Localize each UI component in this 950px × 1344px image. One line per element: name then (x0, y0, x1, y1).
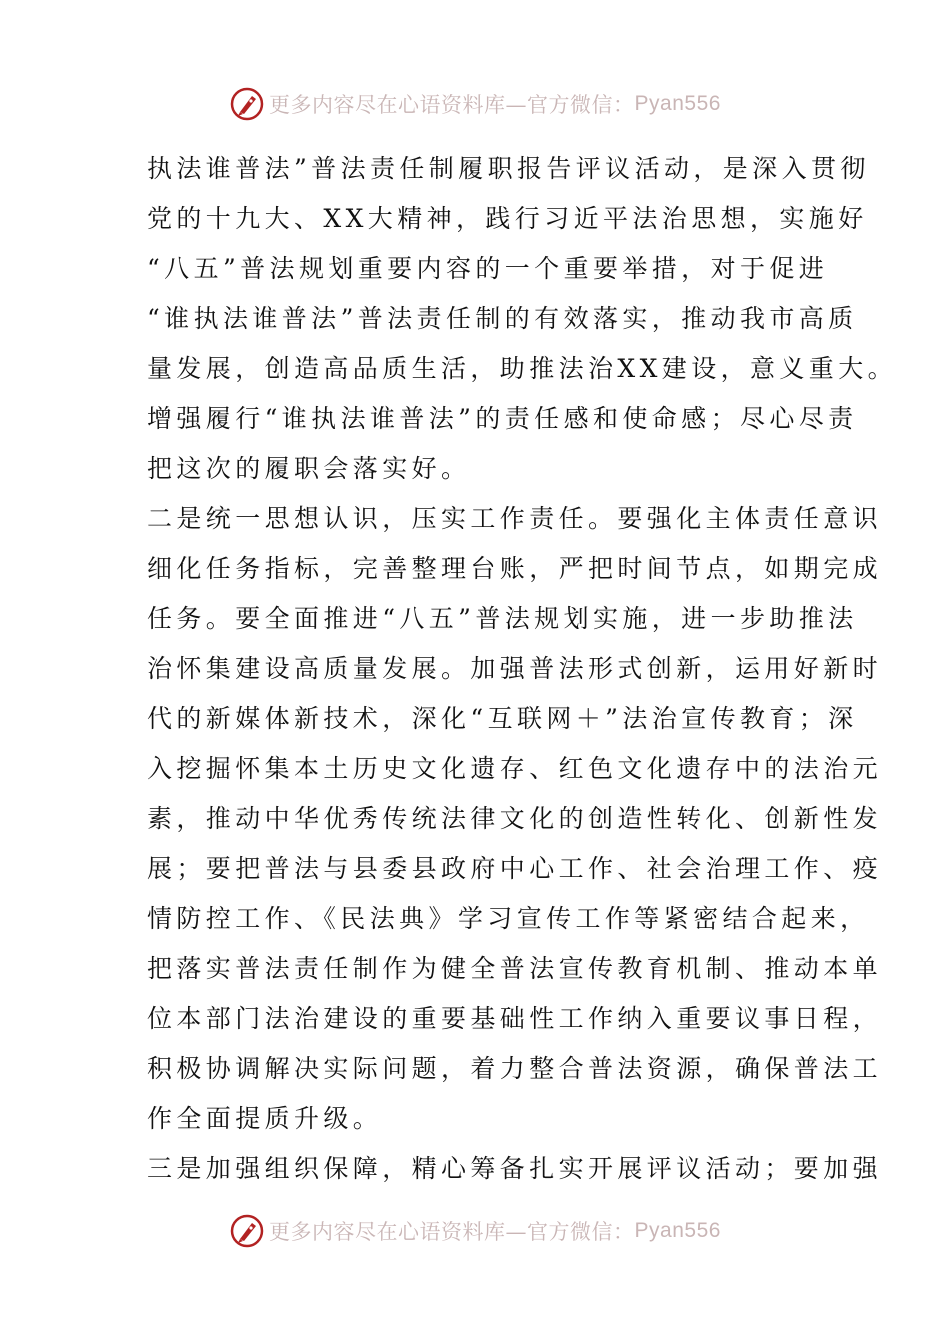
body-line: 治怀集建设高质量发展。加强普法形式创新，运用好新时 (147, 654, 883, 683)
body-line: 量发展，创造高品质生活，助推法治XX建设，意义重大。 (147, 354, 897, 383)
body-line: 入挖掘怀集本土历史文化遗存、红色文化遗存中的法治元 (147, 754, 883, 783)
body-line: 情防控工作、《民法典》学习宣传工作等紧密结合起来， (147, 904, 870, 933)
header-banner-text: 更多内容尽在心语资料库—官方微信： (269, 93, 635, 117)
body-line: 三是加强组织保障，精心筹备扎实开展评议活动；要加强 (147, 1154, 883, 1183)
body-line: 展；要把普法与县委县政府中心工作、社会治理工作、疫 (147, 854, 883, 883)
header-wechat-id: Pyan556 (634, 92, 721, 115)
body-line: “谁执法谁普法”普法责任制的有效落实，推动我市高质 (147, 304, 858, 333)
body-line: 把这次的履职会落实好。 (147, 454, 471, 483)
body-line: 把落实普法责任制作为健全普法宣传教育机制、推动本单 (147, 954, 883, 983)
footer-watermark-banner (0, 1211, 950, 1251)
body-line: 素，推动中华优秀传统法律文化的创造性转化、创新性发 (147, 804, 883, 833)
header-watermark-banner (0, 84, 950, 124)
footer-banner-text: 更多内容尽在心语资料库—官方微信： (269, 1220, 635, 1244)
body-line: 二是统一思想认识，压实工作责任。要强化主体责任意识 (147, 504, 883, 533)
body-line: 执法谁普法”普法责任制履职报告评议活动，是深入贯彻 (147, 154, 870, 183)
body-line: 位本部门法治建设的重要基础性工作纳入重要议事日程， (147, 1004, 883, 1033)
body-line: “八五”普法规划重要内容的一个重要举措，对于促进 (147, 254, 829, 283)
body-line: 增强履行“谁执法谁普法”的责任感和使命感；尽心尽责 (147, 404, 858, 433)
body-line: 任务。要全面推进“八五”普法规划实施，进一步助推法 (147, 604, 858, 633)
body-line: 作全面提质升级。 (147, 1104, 383, 1133)
body-line: 积极协调解决实际问题，着力整合普法资源，确保普法工 (147, 1054, 883, 1083)
pen-nib-icon (229, 1213, 265, 1249)
pen-nib-icon (229, 86, 265, 122)
footer-wechat-id: Pyan556 (634, 1219, 721, 1242)
body-line: 党的十九大、XX大精神，践行习近平法治思想，实施好 (147, 204, 868, 233)
document-body (147, 147, 897, 1197)
body-line: 代的新媒体新技术，深化“互联网＋”法治宣传教育；深 (147, 704, 858, 733)
body-line: 细化任务指标，完善整理台账，严把时间节点，如期完成 (147, 554, 883, 583)
